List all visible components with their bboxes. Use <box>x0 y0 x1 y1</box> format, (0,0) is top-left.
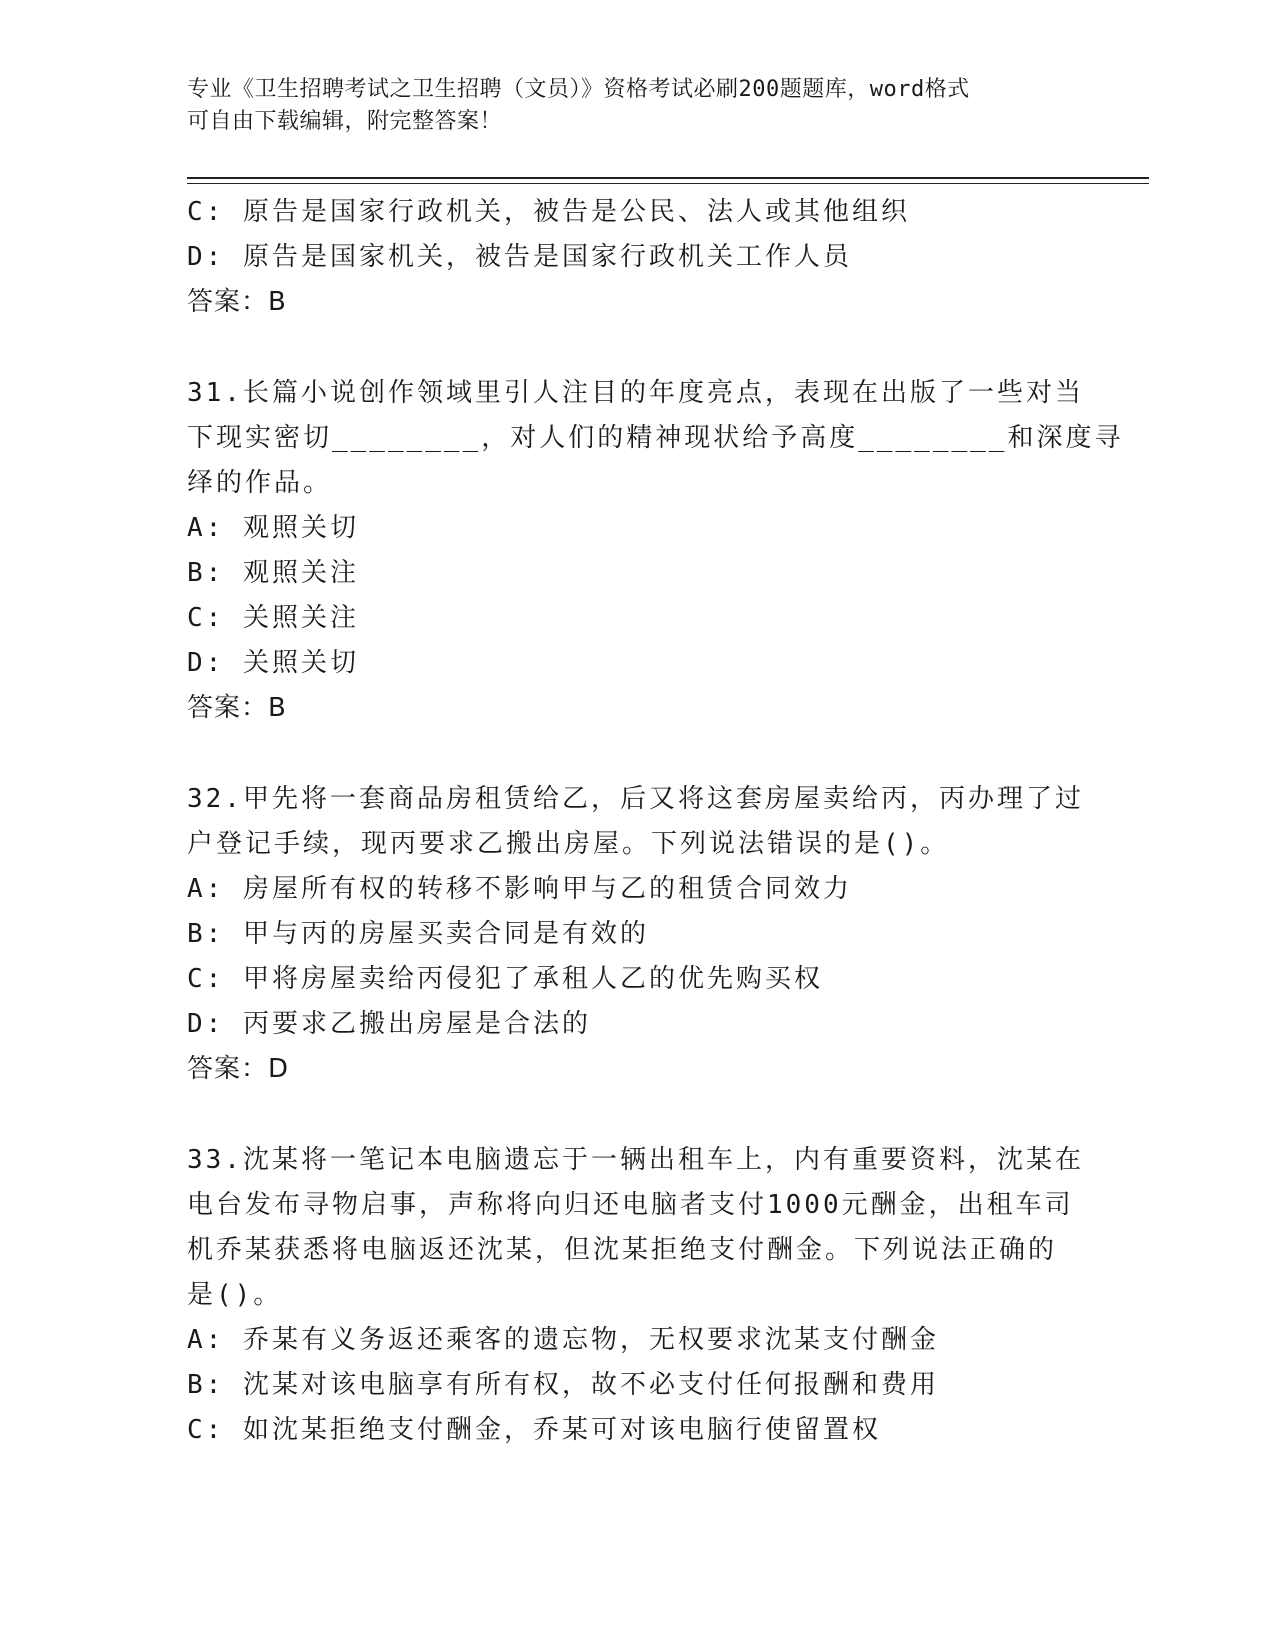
option-d: D: 丙要求乙搬出房屋是合法的 <box>187 1009 591 1039</box>
option-d: D: 原告是国家机关，被告是国家行政机关工作人员 <box>187 242 852 272</box>
question-stem-line: 32.甲先将一套商品房租赁给乙，后又将这套房屋卖给丙，丙办理了过 <box>187 784 1084 814</box>
header-title-line-1: 专业《卫生招聘考试之卫生招聘（文员）》资格考试必刷200题题库，word格式 <box>187 77 970 102</box>
question-33 <box>187 1138 1087 1453</box>
option-c: C: 甲将房屋卖给丙侵犯了承租人乙的优先购买权 <box>187 964 823 994</box>
option-b: B: 观照关注 <box>187 558 359 588</box>
answer-line: 答案：D <box>187 1054 290 1084</box>
spacer <box>187 325 1087 371</box>
header-title-line-2: 可自由下载编辑，附完整答案！ <box>187 109 503 134</box>
answer-line: 答案：B <box>187 693 287 723</box>
spacer <box>187 1092 1087 1138</box>
option-c: C: 原告是国家行政机关，被告是公民、法人或其他组织 <box>187 197 910 227</box>
option-a: A: 房屋所有权的转移不影响甲与乙的租赁合同效力 <box>187 874 852 904</box>
option-d: D: 关照关切 <box>187 648 359 678</box>
option-a: A: 乔某有义务返还乘客的遗忘物，无权要求沈某支付酬金 <box>187 1325 939 1355</box>
question-31 <box>187 371 1124 731</box>
question-stem-line: 机乔某获悉将电脑返还沈某，但沈某拒绝支付酬金。下列说法正确的 <box>187 1235 1058 1265</box>
question-stem-line: 下现实密切________，对人们的精神现状给予高度________和深度寻 <box>187 423 1124 453</box>
question-stem-line: 是()。 <box>187 1280 283 1310</box>
question-32 <box>187 777 1087 1092</box>
page-header <box>187 74 1087 138</box>
question-stem-line: 电台发布寻物启事，声称将向归还电脑者支付1000元酬金，出租车司 <box>187 1190 1074 1220</box>
question-stem-line: 户登记手续，现丙要求乙搬出房屋。下列说法错误的是()。 <box>187 829 950 859</box>
question-stem-line: 33.沈某将一笔记本电脑遗忘于一辆出租车上，内有重要资料，沈某在 <box>187 1145 1084 1175</box>
option-c: C: 关照关注 <box>187 603 359 633</box>
header-divider-thick <box>187 177 1149 179</box>
spacer <box>187 731 1087 777</box>
option-b: B: 甲与丙的房屋买卖合同是有效的 <box>187 919 649 949</box>
option-c: C: 如沈某拒绝支付酬金，乔某可对该电脑行使留置权 <box>187 1415 881 1445</box>
question-stem-line: 31.长篇小说创作领域里引人注目的年度亮点，表现在出版了一些对当 <box>187 378 1084 408</box>
question-list <box>187 190 1124 1453</box>
header-divider-thin <box>187 183 1149 184</box>
question-stem-line: 绎的作品。 <box>187 468 333 498</box>
question-30-tail <box>187 190 1087 325</box>
option-a: A: 观照关切 <box>187 513 359 543</box>
option-b: B: 沈某对该电脑享有所有权，故不必支付任何报酬和费用 <box>187 1370 939 1400</box>
answer-line: 答案：B <box>187 287 287 317</box>
